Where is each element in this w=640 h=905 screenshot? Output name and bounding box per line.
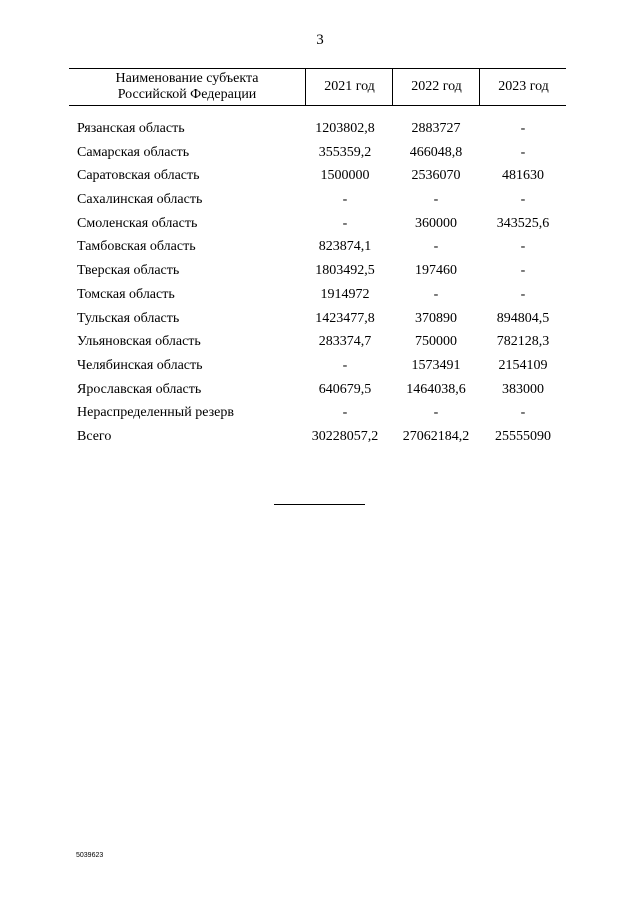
table-row bbox=[0, 192, 640, 216]
row-subject-name: Саратовская область bbox=[77, 168, 200, 184]
row-value-2023: 2154109 bbox=[498, 357, 548, 373]
row-value-2023: - bbox=[520, 286, 526, 302]
row-value-2023: 782128,3 bbox=[496, 334, 550, 350]
row-value-2021: - bbox=[342, 405, 348, 421]
row-value-2022: - bbox=[433, 405, 439, 421]
row-subject-name: Смоленская область bbox=[77, 215, 198, 231]
row-value-2021: - bbox=[342, 215, 348, 231]
row-value-2022: - bbox=[433, 239, 439, 255]
row-value-2022: 750000 bbox=[415, 334, 457, 350]
header-year-2023: 2023 год bbox=[479, 69, 567, 105]
row-subject-name: Самарская область bbox=[77, 144, 190, 160]
table-row bbox=[0, 121, 640, 145]
row-value-2022: 360000 bbox=[415, 215, 457, 231]
row-value-2023: - bbox=[520, 192, 526, 208]
row-subject-name: Тульская область bbox=[77, 310, 180, 326]
row-value-2023: 481630 bbox=[502, 168, 544, 184]
row-value-2021: 283374,7 bbox=[318, 334, 372, 350]
row-value-2023: - bbox=[520, 121, 526, 136]
row-value-2022: - bbox=[433, 286, 439, 302]
row-subject-name: Нераспределенный резерв bbox=[77, 405, 234, 421]
row-value-2021: 823874,1 bbox=[318, 239, 372, 255]
table-row bbox=[0, 239, 640, 263]
row-value-2021: - bbox=[342, 192, 348, 208]
table-row bbox=[0, 311, 640, 335]
page-number: 3 bbox=[316, 32, 324, 48]
row-value-2021: 640679,5 bbox=[318, 381, 372, 397]
row-value-2023: - bbox=[520, 144, 526, 160]
row-value-2021: 1914972 bbox=[320, 286, 370, 302]
row-value-2022: 197460 bbox=[415, 263, 457, 279]
header-year-2021: 2021 год bbox=[305, 69, 393, 105]
row-value-2021: 30228057,2 bbox=[311, 428, 379, 444]
row-subject-name: Томская область bbox=[77, 286, 175, 302]
row-value-2022: 2883727 bbox=[411, 121, 461, 136]
table-header bbox=[69, 68, 566, 106]
row-value-2022: 1573491 bbox=[411, 357, 461, 373]
row-value-2021: 1803492,5 bbox=[315, 263, 375, 279]
table-row bbox=[0, 145, 640, 169]
row-value-2023: 894804,5 bbox=[496, 310, 550, 326]
document-code: 5039623 bbox=[76, 852, 104, 859]
row-subject-name: Тверская область bbox=[77, 263, 180, 279]
header-subject-name-line2: Российской Федерации bbox=[117, 87, 257, 102]
row-value-2021: 355359,2 bbox=[318, 144, 372, 160]
row-subject-name: Ульяновская область bbox=[77, 334, 201, 350]
end-divider bbox=[274, 504, 365, 505]
row-value-2021: 1203802,8 bbox=[315, 121, 375, 136]
row-value-2023: - bbox=[520, 239, 526, 255]
table-row bbox=[0, 334, 640, 358]
table-row bbox=[0, 168, 640, 192]
row-value-2022: 370890 bbox=[415, 310, 457, 326]
row-value-2023: 383000 bbox=[502, 381, 544, 397]
header-subject-name-line1: Наименование субъекта bbox=[115, 71, 259, 86]
table-row bbox=[0, 429, 640, 453]
table-body bbox=[0, 121, 640, 453]
row-subject-name: Ярославская область bbox=[77, 381, 202, 397]
row-value-2022: 27062184,2 bbox=[402, 428, 470, 444]
row-value-2023: - bbox=[520, 263, 526, 279]
row-value-2021: - bbox=[342, 357, 348, 373]
row-value-2022: 466048,8 bbox=[409, 144, 463, 160]
row-subject-name: Сахалинская область bbox=[77, 192, 203, 208]
row-value-2022: - bbox=[433, 192, 439, 208]
table-row bbox=[0, 405, 640, 429]
header-subject-name bbox=[69, 69, 305, 105]
row-subject-name: Рязанская область bbox=[77, 121, 185, 136]
row-subject-name: Тамбовская область bbox=[77, 239, 196, 255]
row-value-2023: - bbox=[520, 405, 526, 421]
row-value-2022: 1464038,6 bbox=[406, 381, 466, 397]
table-row bbox=[0, 287, 640, 311]
row-value-2023: 25555090 bbox=[495, 428, 551, 444]
table-row bbox=[0, 358, 640, 382]
table-row bbox=[0, 382, 640, 406]
row-value-2022: 2536070 bbox=[411, 168, 461, 184]
row-value-2021: 1423477,8 bbox=[315, 310, 375, 326]
row-subject-name: Всего bbox=[77, 428, 112, 444]
row-subject-name: Челябинская область bbox=[77, 357, 203, 373]
header-year-2022: 2022 год bbox=[392, 69, 480, 105]
table-row bbox=[0, 216, 640, 240]
table-row bbox=[0, 263, 640, 287]
row-value-2021: 1500000 bbox=[320, 168, 370, 184]
row-value-2023: 343525,6 bbox=[496, 215, 550, 231]
